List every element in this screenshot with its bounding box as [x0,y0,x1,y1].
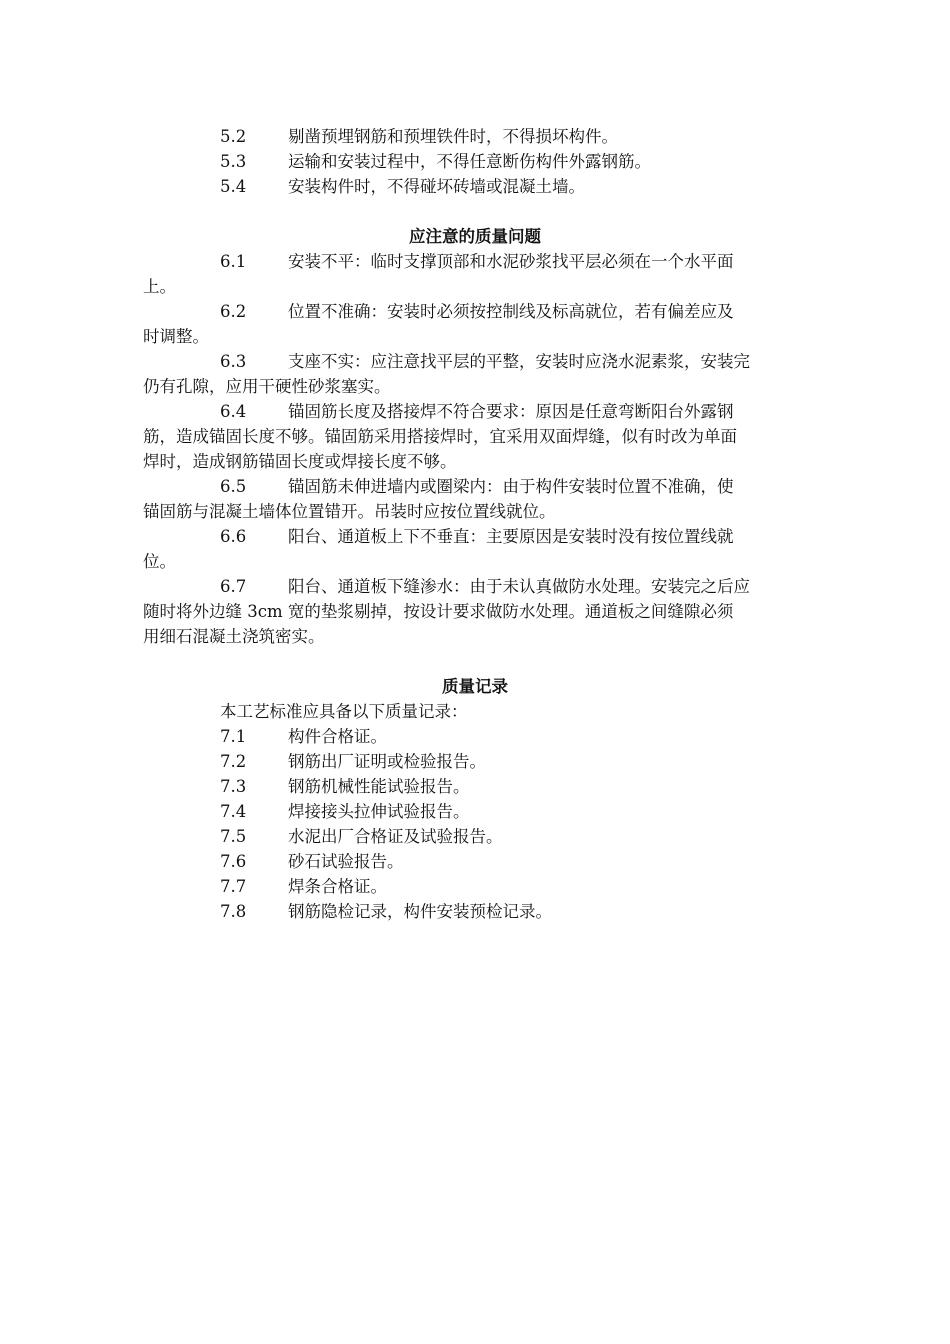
document-page: 5.2 剔凿预埋钢筋和预埋铁件时，不得损坏构件。 5.3 运输和安装过程中，不得任意断伤构件外露钢筋。 5.4 安装构件时，不得碰坏砖墙或混凝土墙。 应注意的质量问题 6.1 安装不平：临时支撑顶部和水泥砂浆找平层必须在一个水平面 上。 6.2 位置不准确：安装时必须按控制线及标高就位，若有偏差应及 时调整。 6.3 支座不实：应注意找平层的平整，安装时应浇水泥素浆，安装完 仍有孔隙，应用干硬性砂浆塞实。 6.4 锚固筋长度及搭接焊不符合要求：原因是任意弯断阳台外露钢 筋，造成锚固长度不够。锚固筋采用搭接焊时，宜采用双面焊缝，似有时改为单面 焊时，造成钢筋锚固长度或焊接长度不够。 6.5 锚固筋未伸进墙内或圈梁内：由于构件安装时位置不准确，使 锚固筋与混凝土墙体位置错开。吊装时应按位置线就位。 6.6 阳台、通道板上下不垂直：主要原因是安装时没有按位置线就 位。 6.7 阳台、通道板下缝渗水：由于未认真做防水处理。安装完之后应 随时将外边缝 3cm 宽的垫浆剔掉，按设计要求做防水处理。通道板之间缝隙必须 用细石混凝土浇筑密实。 质量记录 本工艺标准应具备以下质量记录： 7.1 构件合格证。 7.2 钢筋出厂证明或检验报告。 7.3 钢筋机械性能试验报告。 7.4 焊接接头拉伸试验报告。 7.5 水泥出厂合格证及试验报告。 7.6 砂石试验报告。 7.7 焊条合格证。 7.8 钢筋隐检记录，构件安装预检记录。 [0,0,950,1344]
item-text: 支座不实：应注意找平层的平整，安装时应浇水泥素浆，安装完 [288,352,750,371]
item-text: 阳台、通道板上下不垂直：主要原因是安装时没有按位置线就 [288,527,734,546]
item-text: 水泥出厂合格证及试验报告。 [288,827,503,846]
item-text: 焊接接头拉伸试验报告。 [288,802,470,821]
item-text: 砂石试验报告。 [288,852,404,871]
item-text: 构件合格证。 [288,727,387,746]
item-number: 7.4 [220,802,247,821]
item-number: 5.4 [220,177,247,196]
item-text: 剔凿预埋钢筋和预埋铁件时，不得损坏构件。 [288,127,618,146]
item-number: 6.5 [220,477,247,496]
item-text: 焊条合格证。 [288,877,387,896]
item-text: 钢筋机械性能试验报告。 [288,777,470,796]
item-text: 安装不平：临时支撑顶部和水泥砂浆找平层必须在一个水平面 [288,252,734,271]
item-text: 锚固筋未伸进墙内或圈梁内：由于构件安装时位置不准确，使 [288,477,734,496]
item-text: 锚固筋长度及搭接焊不符合要求：原因是任意弯断阳台外露钢 [288,402,734,421]
section-heading: 质量记录 [442,677,508,696]
item-number: 7.7 [220,877,247,896]
item-number: 6.6 [220,527,247,546]
item-number: 6.2 [220,302,247,321]
item-number: 5.3 [220,152,247,171]
item-number: 7.8 [220,902,247,921]
item-text: 运输和安装过程中，不得任意断伤构件外露钢筋。 [288,152,651,171]
item-number: 7.6 [220,852,247,871]
item-number: 5.2 [220,127,247,146]
item-number: 7.3 [220,777,247,796]
item-text: 钢筋出厂证明或检验报告。 [288,752,486,771]
item-number: 7.1 [220,727,247,746]
item-number: 6.4 [220,402,247,421]
item-number: 7.2 [220,752,247,771]
item-number: 6.1 [220,252,247,271]
section-heading: 应注意的质量问题 [409,227,541,246]
item-number: 6.7 [220,577,247,596]
item-text: 阳台、通道板下缝渗水：由于未认真做防水处理。安装完之后应 [288,577,750,596]
item-number: 6.3 [220,352,247,371]
item-text: 安装构件时，不得碰坏砖墙或混凝土墙。 [288,177,585,196]
item-text: 位置不准确：安装时必须按控制线及标高就位，若有偏差应及 [288,302,734,321]
item-text: 钢筋隐检记录，构件安装预检记录。 [288,902,552,921]
item-number: 7.5 [220,827,247,846]
